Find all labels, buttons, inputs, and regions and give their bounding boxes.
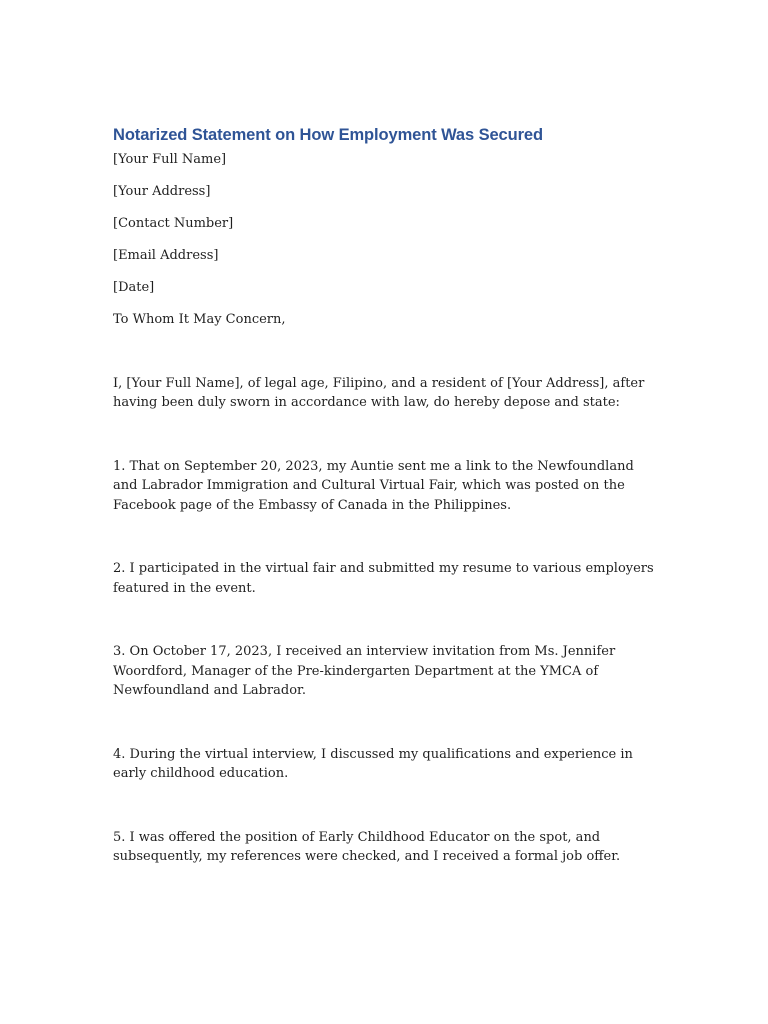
statement-paragraph-1: 1. That on September 20, 2023, my Auntie sent me a link to the Newfoundland and Labrador Immigration and Cultural Virtual Fair, which was posted on the Facebook page of the Embassy of Canada in the Philippines. [113, 458, 634, 513]
header-full-name: [Your Full Name] [113, 152, 227, 167]
header-contact-number: [Contact Number] [113, 216, 234, 231]
header-address: [Your Address] [113, 184, 211, 199]
salutation: To Whom It May Concern, [113, 312, 286, 327]
intro-paragraph: I, [Your Full Name], of legal age, Filipino, and a resident of [Your Address], after having been duly sworn in accordance with law, do hereby depose and state: [113, 375, 645, 410]
document-title: Notarized Statement on How Employment Was Secured [113, 126, 543, 144]
document-body [113, 124, 661, 867]
header-date: [Date] [113, 280, 155, 295]
statement-paragraph-5: 5. I was offered the position of Early Childhood Educator on the spot, and subsequently, my references were checked, and I received a formal job offer. [113, 829, 621, 864]
header-email-address: [Email Address] [113, 248, 219, 263]
statement-paragraph-3: 3. On October 17, 2023, I received an interview invitation from Ms. Jennifer Woordford, Manager of the Pre-kindergarten Department at the YMCA of Newfoundland and Labrador. [113, 644, 616, 698]
statement-paragraph-2: 2. I participated in the virtual fair and submitted my resume to various employers featured in the event. [113, 561, 654, 596]
statement-paragraph-4: 4. During the virtual interview, I discussed my qualifications and experience in early childhood education. [113, 746, 633, 781]
